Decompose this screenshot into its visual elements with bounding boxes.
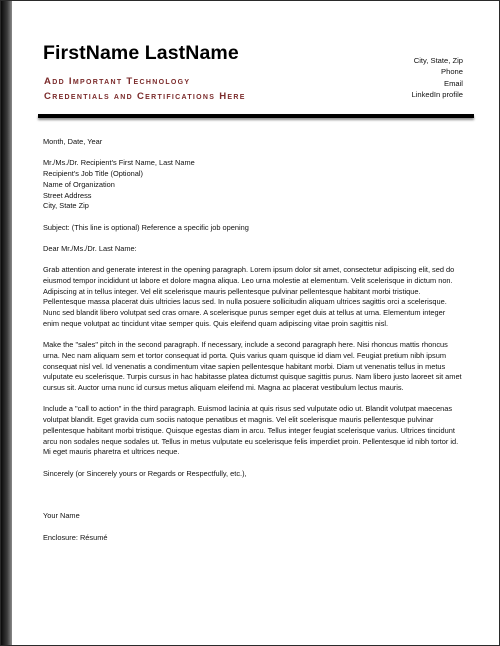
recipient-line: City, State Zip	[43, 201, 89, 211]
subject-line: Subject: (This line is optional) Reference a specific job opening	[43, 222, 249, 232]
paragraph-sales-pitch: Make the "sales" pitch in the second paragraph. If necessary, include a second paragraph here. Nisi rhoncus mattis rhoncus urna. Nec nam aliquam sem et tortor consequat id porta. Quis varius quam quisque id diam vel. Feugiat pretium nibh ipsum consequat nisl vel. Id venenatis a condimentum vitae sapien pellentesque habitant morbi. Diam ut venenatis tellus in metus vulputate eu scelerisque. Turpis cursus in hac habitasse platea dictumst quisque sagittis purus. Nam libero justo laoreet sit amet cursus sit. Auctor urna nunc id cursus metus aliquam eleifend mi. Magna ac placerat vestibulum lectus mauris.	[43, 340, 462, 393]
contact-city-state-zip: City, State, Zip	[413, 56, 463, 65]
recipient-block	[43, 158, 463, 212]
contact-phone: Phone	[441, 67, 463, 77]
recipient-line: Name of Organization	[43, 179, 115, 189]
left-accent-bar	[1, 1, 12, 646]
contact-linkedin: LinkedIn profile	[411, 89, 463, 99]
recipient-line: Recipient's Job Title (Optional)	[43, 169, 143, 179]
closing: Sincerely (or Sincerely yours or Regards or Respectfully, etc.),	[43, 468, 247, 478]
signature-name: Your Name	[43, 511, 80, 521]
credentials-tagline	[44, 75, 246, 104]
header-divider	[38, 114, 474, 118]
tagline-line-1: Add Important Technology	[44, 76, 191, 87]
enclosure-line: Enclosure: Résumé	[43, 532, 108, 542]
recipient-line: Street Address	[43, 190, 92, 200]
paragraph-call-to-action: Include a "call to action" in the third paragraph. Euismod lacinia at quis risus sed vulputate odio ut. Blandit volutpat maecenas volutpat blandit. Eget gravida cum sociis natoque penatibus et magnis. Vel elit scelerisque mauris pellentesque pulvinar pellentesque habitant morbi tristique. Quisque egestas diam in arcu. Tellus integer feugiat scelerisque varius. Ultrices tincidunt arcu non sodales neque sodales ut. Tellus in metus vulputate eu scelerisque felis imperdiet proin. Pellentesque id nibh tortor id. Mi eget mauris pharetra et ultrices neque.	[43, 404, 459, 457]
applicant-name: FirstName LastName	[43, 42, 239, 64]
recipient-line: Mr./Ms./Dr. Recipient's First Name, Last Name	[43, 158, 195, 168]
contact-email: Email	[444, 78, 463, 88]
letter-date: Month, Date, Year	[43, 137, 103, 146]
paragraph-opening: Grab attention and generate interest in the opening paragraph. Lorem ipsum dolor sit amet, consectetur adipiscing elit, sed do eiusmod tempor incididunt ut labore et dolore magna aliqua. Leo urna molestie at elementum. Velit scelerisque in dictum non. Adipiscing at in tellus integer. Vel elit scelerisque mauris pellentesque pulvinar pellentesque habitant morbi tristique. Pellentesque massa placerat duis ultricies lacus sed. In nulla posuere sollicitudin aliquam ultrices sagittis orci a scelerisque. Nunc sed blandit libero volutpat sed cras ornare. A scelerisque purus semper eget duis at tellus at urna. Elementum integer enim neque volutpat ac tincidunt vitae semper quis. Quis eleifend quam adipiscing vitae proin sagittis nisl.	[43, 265, 455, 328]
letter-body	[43, 137, 463, 543]
contact-block	[411, 55, 463, 100]
salutation: Dear Mr./Ms./Dr. Last Name:	[43, 243, 137, 253]
tagline-line-2: Credentials and Certifications Here	[44, 90, 246, 102]
